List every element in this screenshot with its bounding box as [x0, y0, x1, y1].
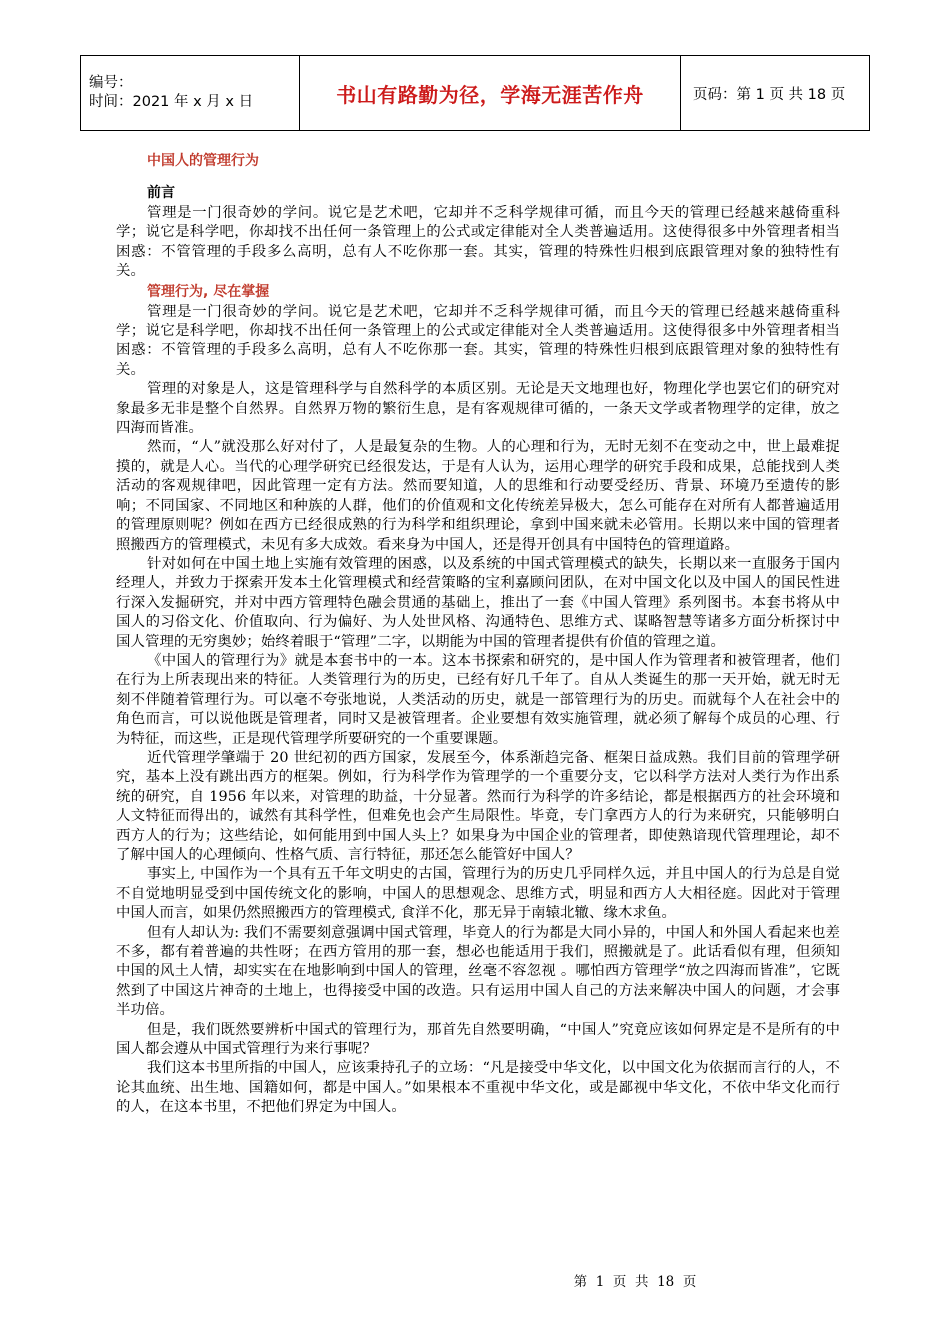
- paragraph: 管理是一门很奇妙的学问。说它是艺术吧，它却并不乏科学规律可循，而且今天的管理已经越来越倚重科学；说它是科学吧，你却找不出任何一条管理上的公式或定律能对全人类普遍适用。这使得很多中外管理者相当困惑：不管管理的手段多么高明，总有人不吃你那一套。其实，管理的特殊性归根到底跟管理对象的独特性有关。: [116, 303, 840, 378]
- section-heading: 管理行为, 尽在掌握: [147, 283, 270, 300]
- document-body: [116, 183, 840, 1118]
- paragraph: 我们这本书里所指的中国人，应该秉持孔子的立场：“凡是接受中华文化，以中国文化为依据而言行的人，不论其血统、出生地、国籍如何，都是中国人。”如果根本不重视中华文化，或是鄙视中华文化，不依中华文化而行的人，在这本书里，不把他们界定为中国人。: [116, 1060, 840, 1116]
- paragraph: 近代管理学肇端于 20 世纪初的西方国家，发展至今，体系渐趋完备、框架日益成熟。我们目前的管理学研究，基本上没有跳出西方的框架。例如，行为科学作为管理学的一个重要分支，它以科学方法对人类行为作出系统的研究，自 1956 年以来，对管理的助益，十分显著。然而行为科学的许多结论，都是根据西方的社会环境和人文特征而得出的，诚然有其科学性，但难免也会产生局限性。毕竟，专门拿西方人的行为来研究，只能够明白西方人的行为；这些结论，如何能用到中国人头上？如果身为中国企业的管理者，即使熟谙现代管理理论，却不了解中国人的心理倾向、性格气质、言行特征，那还怎么能管好中国人？: [116, 749, 840, 863]
- paragraph: 但有人却认为: 我们不需要刻意强调中国式管理，毕竟人的行为都是大同小异的，中国人和外国人看起来也差不多，都有着普遍的共性呀；在西方管用的那一套，想必也能适用于我们，照搬就是了。此话看似有理，但须知中国的风土人情，却实实在在地影响到中国人的管理，丝毫不容忽视 。哪怕西方管理学“放之四海而皆准”，它既然到了中国这片神奇的土地上，也得接受中国的改造。只有运用中国人自己的方法来解决中国人的问题，才会事半功倍。: [116, 924, 840, 1019]
- header-motto: 书山有路勤为径，学海无涯苦作舟: [300, 56, 681, 131]
- paragraph: 然而，“人”就没那么好对付了，人是最复杂的生物。人的心理和行为，无时无刻不在变动之中，世上最难捉摸的，就是人心。当代的心理学研究已经很发达，于是有人认为，运用心理学的研究手段和成果，总能找到人类活动的客观规律吧，因此管理一定有方法。然而要知道，人的思维和行动要受经历、背景、环境乃至遗传的影响；不同国家、不同地区和种族的人群，他们的价值观和文化传统差异极大，怎么可能存在对所有人都普遍适用的管理原则呢？例如在西方已经很成熟的行为科学和组织理论，拿到中国来就未必管用。长期以来中国的管理者照搬西方的管理模式，未见有多大成效。看来身为中国人，还是得开创具有中国特色的管理道路。: [116, 439, 840, 553]
- paragraph: 管理是一门很奇妙的学问。说它是艺术吧，它却并不乏科学规律可循，而且今天的管理已经越来越倚重科学；说它是科学吧，你却找不出任何一条管理上的公式或定律能对全人类普遍适用。这使得很多中外管理者相当困惑：不管管理的手段多么高明，总有人不吃你那一套。其实，管理的特殊性归根到底跟管理对象的独特性有关。: [116, 205, 840, 280]
- paragraph: 针对如何在中国土地上实施有效管理的困惑，以及系统的中国式管理模式的缺失，长期以来一直服务于国内经理人，并致力于探索开发本土化管理模式和经营策略的宝利嘉顾问团队，在对中国文化以及中国人的国民性进行深入发掘研究，并对中西方管理特色融会贯通的基础上，推出了一套《中国人管理》系列图书。本套书将从中国人的习俗文化、价值取向、行为偏好、为人处世风格、沟通特色、思维方式、谋略智慧等诸多方面分析探讨中国人管理的无穷奥妙；始终着眼于“管理”二字，以期能为中国的管理者提供有价值的管理之道。: [116, 555, 840, 650]
- time-label: 时间：2021 年 x 月 x 日: [89, 94, 254, 110]
- header-meta: [81, 56, 300, 131]
- paragraph: 事实上, 中国作为一个具有五千年文明史的古国，管理行为的历史几乎同样久远，并且中国人的行为总是自觉不自觉地明显受到中国传统文化的影响，中国人的思想观念、思维方式，明显和西方人大相径庭。因此对于管理中国人而言，如果仍然照搬西方的管理模式, 食洋不化，那无异于南辕北辙、缘木求鱼。: [116, 866, 840, 922]
- page-footer: 第 1 页 共 18 页: [573, 1274, 697, 1290]
- paragraph: 《中国人的管理行为》就是本套书中的一本。这本书探索和研究的，是中国人作为管理者和被管理者，他们在行为上所表现出来的特征。人类管理行为的历史，已经有好几千年了。自从人类诞生的那一天开始，就无时无刻不伴随着管理行为。可以毫不夸张地说，人类活动的历史，就是一部管理行为的历史。而就每个人在社会中的角色而言，可以说他既是管理者，同时又是被管理者。企业要想有效实施管理，就必须了解每个成员的心理、行为特征，而这些，正是现代管理学所要研究的一个重要课题。: [116, 652, 840, 747]
- number-label: 编号：: [89, 75, 133, 91]
- header-page-info: 页码：第 1 页 共 18 页: [681, 56, 870, 131]
- document-title: 中国人的管理行为: [147, 153, 259, 169]
- preface-heading: 前言: [147, 185, 175, 201]
- page-header: [80, 55, 870, 131]
- paragraph: 但是，我们既然要辨析中国式的管理行为，那首先自然要明确，“中国人”究竟应该如何界定是不是所有的中国人都会遵从中国式管理行为来行事呢？: [116, 1021, 840, 1058]
- paragraph: 管理的对象是人，这是管理科学与自然科学的本质区别。无论是天文地理也好，物理化学也罢它们的研究对象最多无非是整个自然界。自然界万物的繁衍生息，是有客观规律可循的，一条天文学或者物理学的定律，放之四海而皆准。: [116, 381, 840, 437]
